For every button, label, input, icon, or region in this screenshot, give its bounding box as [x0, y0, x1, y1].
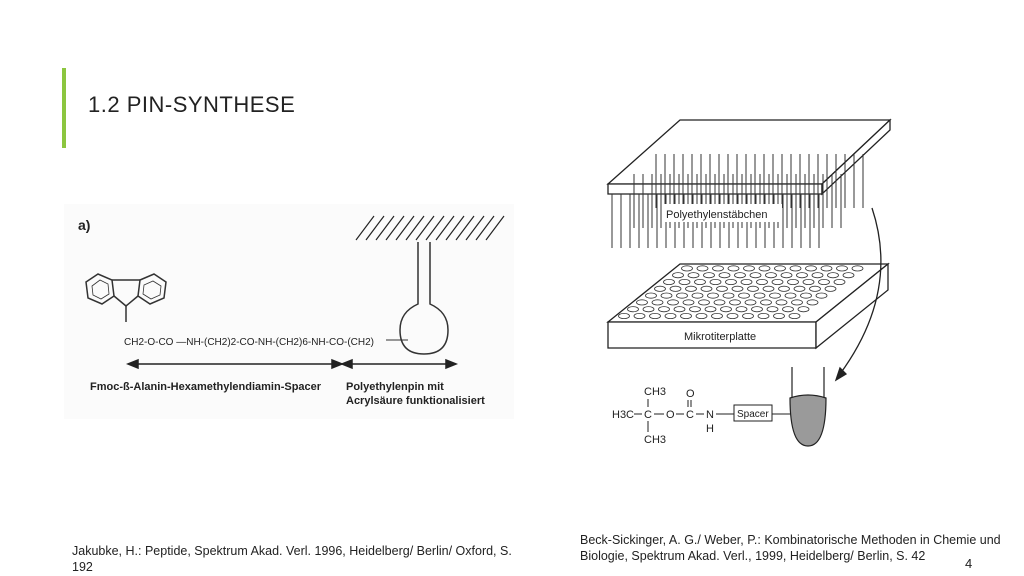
plate-label: Mikrotiterplatte	[684, 331, 757, 343]
plate-well	[744, 266, 755, 271]
plate-well	[659, 307, 670, 312]
plate-well	[732, 286, 743, 291]
plate-well	[792, 300, 803, 305]
plate-well	[788, 279, 799, 284]
plate-well	[719, 273, 730, 278]
plate-well	[637, 300, 648, 305]
plate-well	[770, 293, 781, 298]
chem-c2: C	[686, 409, 694, 421]
plate-well	[758, 313, 769, 318]
plate-well	[690, 307, 701, 312]
plate-well	[816, 293, 827, 298]
plate-well	[665, 313, 676, 318]
plate-well	[801, 293, 812, 298]
plate-well	[825, 286, 836, 291]
rods-label: Polyethylenstäbchen	[666, 209, 768, 221]
plate-well	[699, 300, 710, 305]
plate-well	[819, 279, 830, 284]
plate-well	[828, 273, 839, 278]
plate-well	[692, 293, 703, 298]
plate-well	[766, 273, 777, 278]
chem-ch3-bottom: CH3	[644, 434, 667, 446]
plate-well	[781, 273, 792, 278]
chem-ch3-top: CH3	[644, 386, 667, 398]
plate-well	[697, 266, 708, 271]
plate-well	[670, 286, 681, 291]
plate-well	[717, 286, 728, 291]
plate-well	[779, 286, 790, 291]
plate-well	[674, 307, 685, 312]
plate-well	[643, 307, 654, 312]
plate-well	[750, 273, 761, 278]
plate-well	[655, 286, 666, 291]
rod-tip-icon	[790, 367, 826, 446]
chem-n: N	[706, 409, 714, 421]
panel-label: a)	[78, 217, 91, 233]
plate-well	[757, 279, 768, 284]
plate-well	[727, 313, 738, 318]
chem-o-double: O	[686, 388, 695, 400]
plate-well	[748, 286, 759, 291]
chemical-structure	[612, 386, 714, 446]
page-number: 4	[965, 556, 973, 571]
plate-well	[761, 300, 772, 305]
plate-well	[673, 273, 684, 278]
plate-well	[628, 307, 639, 312]
plate-well	[776, 300, 787, 305]
plate-well	[806, 266, 817, 271]
plate-well	[710, 279, 721, 284]
chem-o-link: O	[666, 409, 675, 421]
plate-well	[852, 266, 863, 271]
plate-well	[652, 300, 663, 305]
pin-label-line2: Acrylsäure funktionalisiert	[346, 395, 485, 407]
plate-well	[759, 266, 770, 271]
pin-label-line1: Polyethylenpin mit	[346, 381, 444, 393]
plate-well	[650, 313, 661, 318]
title-accent-bar	[62, 68, 66, 148]
plate-well	[790, 266, 801, 271]
plate-well	[661, 293, 672, 298]
plate-well	[714, 300, 725, 305]
plate-well	[783, 307, 794, 312]
plate-well	[721, 307, 732, 312]
chem-c1: C	[644, 409, 652, 421]
plate-well	[681, 313, 692, 318]
plate-well	[763, 286, 774, 291]
plate-well	[807, 300, 818, 305]
plate-well	[634, 313, 645, 318]
plate-well	[701, 286, 712, 291]
chem-h3c: H3C	[612, 409, 635, 421]
spacer-box-label: Spacer	[737, 409, 769, 420]
plate-well	[837, 266, 848, 271]
rod-board-icon	[608, 120, 890, 194]
plate-well	[695, 279, 706, 284]
plate-well	[688, 273, 699, 278]
plate-well	[745, 300, 756, 305]
slide-title: 1.2 PIN-SYNTHESE	[88, 92, 296, 117]
plate-well	[730, 300, 741, 305]
plate-well	[646, 293, 657, 298]
plate-well	[682, 266, 693, 271]
plate-well	[705, 307, 716, 312]
plate-well	[728, 266, 739, 271]
plate-well	[772, 279, 783, 284]
plate-well	[810, 286, 821, 291]
plate-well	[736, 307, 747, 312]
plate-well	[821, 266, 832, 271]
plate-well	[696, 313, 707, 318]
plate-well	[668, 300, 679, 305]
pin-synthesis-scheme	[64, 204, 514, 429]
chem-h: H	[706, 423, 714, 435]
plate-well	[704, 273, 715, 278]
citation-right: Beck-Sickinger, A. G./ Weber, P.: Kombinatorische Methoden in Chemie und Biologie, Spektrum Akad. Verl., 1999, Heidelberg/ Berlin, S. 42	[580, 533, 1001, 563]
plate-well	[686, 286, 697, 291]
plate-well	[741, 279, 752, 284]
plate-well	[735, 273, 746, 278]
plate-well	[679, 279, 690, 284]
plate-well	[767, 307, 778, 312]
plate-well	[677, 293, 688, 298]
plate-well	[789, 313, 800, 318]
plate-well	[843, 273, 854, 278]
plate-well	[752, 307, 763, 312]
plate-well	[797, 273, 808, 278]
plate-well	[708, 293, 719, 298]
plate-well	[726, 279, 737, 284]
plate-well	[619, 313, 630, 318]
plate-well	[775, 266, 786, 271]
plate-well	[798, 307, 809, 312]
plate-well	[812, 273, 823, 278]
plate-well	[664, 279, 675, 284]
plate-well	[743, 313, 754, 318]
citation-left: Jakubke, H.: Peptide, Spektrum Akad. Verl. 1996, Heidelberg/ Berlin/ Oxford, S. 192	[72, 544, 512, 574]
plate-well	[803, 279, 814, 284]
plate-well	[713, 266, 724, 271]
plate-well	[723, 293, 734, 298]
plate-well	[712, 313, 723, 318]
plate-well	[754, 293, 765, 298]
plate-well	[834, 279, 845, 284]
plate-well	[683, 300, 694, 305]
linker-formula: CH2-O-CO —NH-(CH2)2-CO-NH-(CH2)6-NH-CO-(CH2)	[124, 337, 374, 348]
plate-well	[794, 286, 805, 291]
plate-well	[739, 293, 750, 298]
spacer-label: Fmoc-ß-Alanin-Hexamethylendiamin-Spacer	[90, 381, 322, 393]
microtiter-pin-diagram	[600, 112, 900, 462]
plate-well	[774, 313, 785, 318]
plate-well	[785, 293, 796, 298]
